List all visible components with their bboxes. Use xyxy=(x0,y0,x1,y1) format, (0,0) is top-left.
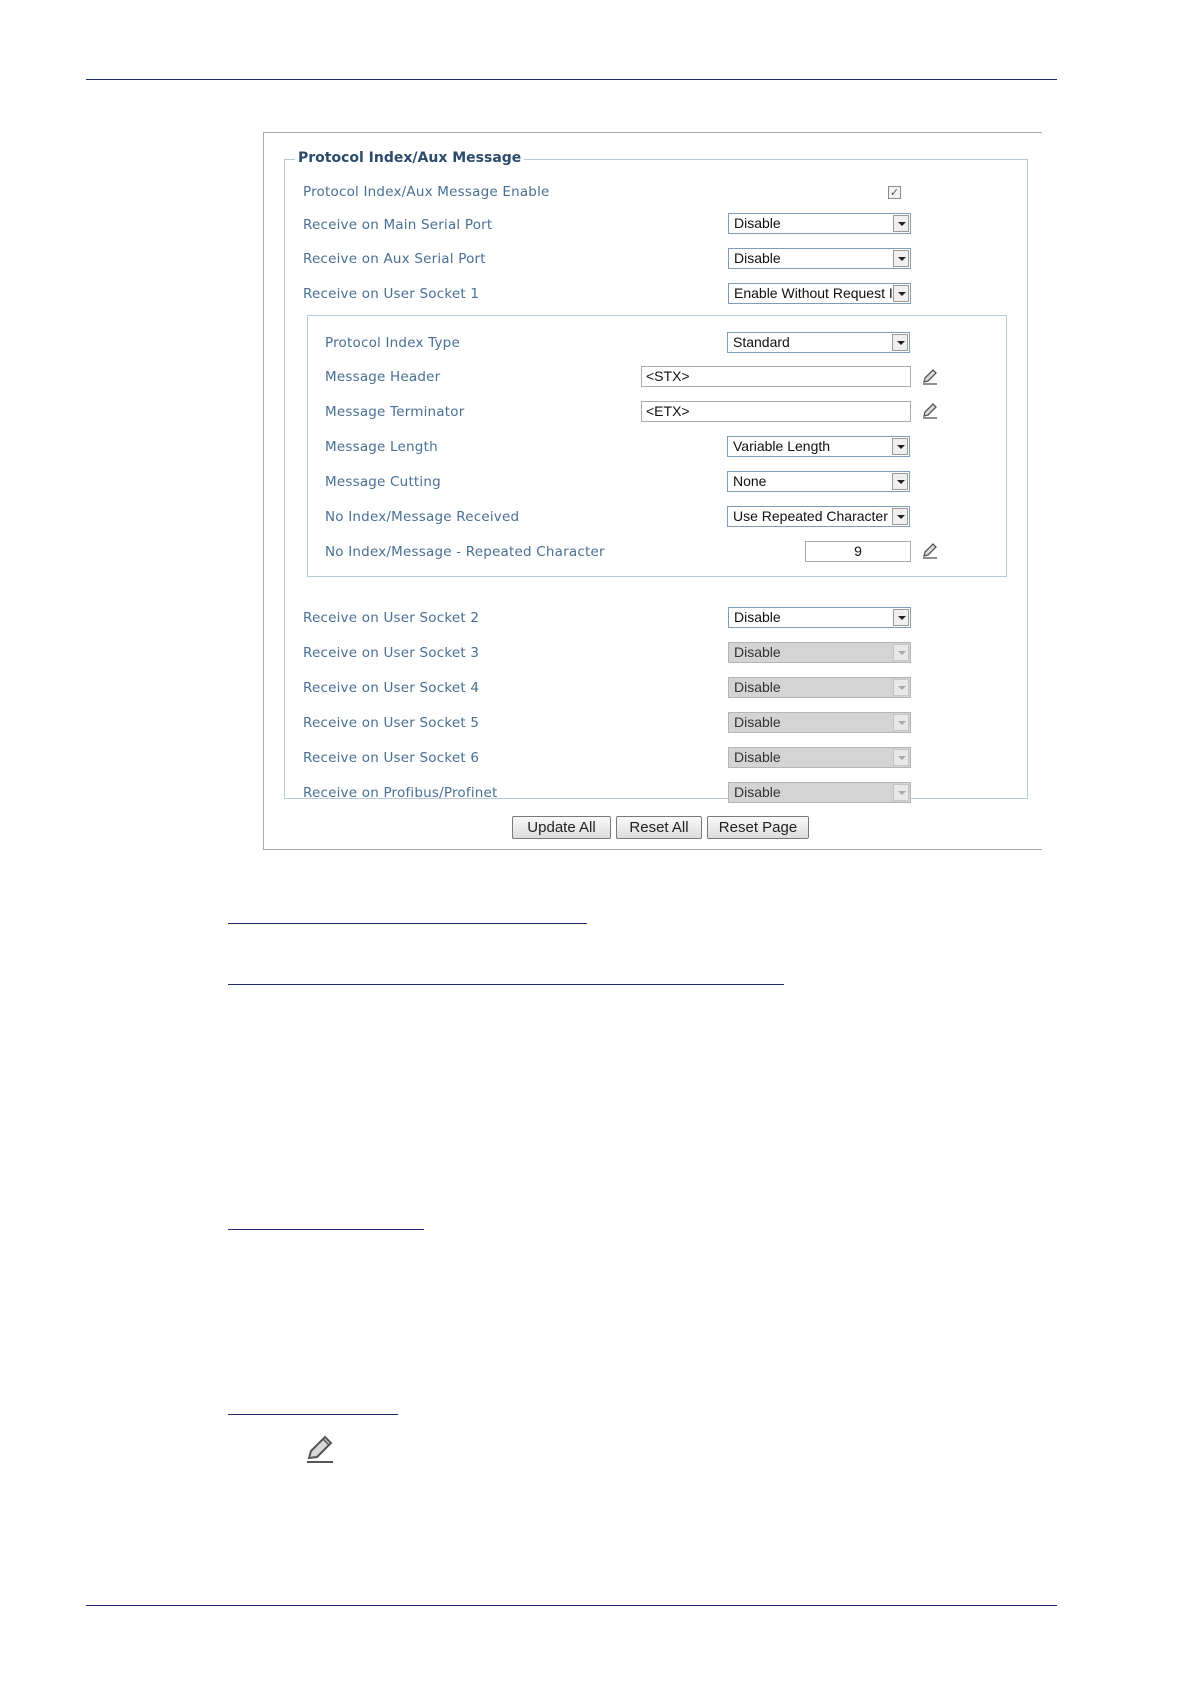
repeated-label: No Index/Message - Repeated Character xyxy=(325,544,605,560)
no-index-label: No Index/Message Received xyxy=(325,509,520,525)
link-underline[interactable] xyxy=(228,923,587,924)
profibus-select xyxy=(728,782,911,803)
aux-serial-value: Disable xyxy=(734,250,781,266)
socket6-value: Disable xyxy=(734,749,781,765)
header-rule xyxy=(86,79,1057,80)
header-label: Message Header xyxy=(325,369,441,385)
socket4-select xyxy=(728,677,911,698)
aux-serial-label: Receive on Aux Serial Port xyxy=(303,251,486,267)
chevron-down-icon[interactable] xyxy=(892,508,908,525)
socket2-label: Receive on User Socket 2 xyxy=(303,610,480,626)
link-underline[interactable] xyxy=(228,984,784,985)
socket1-value: Enable Without Request I xyxy=(734,285,893,301)
index-type-label: Protocol Index Type xyxy=(325,335,460,351)
aux-serial-select[interactable] xyxy=(728,248,911,269)
cutting-value: None xyxy=(733,473,767,489)
edit-pencil-icon[interactable] xyxy=(921,541,939,559)
socket6-select xyxy=(728,747,911,768)
socket3-label: Receive on User Socket 3 xyxy=(303,645,480,661)
socket5-select xyxy=(728,712,911,733)
chevron-down-icon[interactable] xyxy=(893,215,909,232)
length-value: Variable Length xyxy=(733,438,831,454)
socket3-value: Disable xyxy=(734,644,781,660)
socket4-label: Receive on User Socket 4 xyxy=(303,680,480,696)
chevron-down-icon[interactable] xyxy=(893,250,909,267)
enable-checkbox[interactable]: ✓ xyxy=(889,186,900,199)
reset-page-button[interactable]: Reset Page xyxy=(707,816,809,839)
no-index-select[interactable] xyxy=(727,506,910,527)
chevron-down-icon xyxy=(893,749,909,766)
socket1-select[interactable] xyxy=(728,283,911,304)
profibus-value: Disable xyxy=(734,784,781,800)
chevron-down-icon[interactable] xyxy=(892,334,908,351)
update-all-button[interactable]: Update All xyxy=(512,816,611,839)
link-underline[interactable] xyxy=(228,1229,424,1230)
socket5-label: Receive on User Socket 5 xyxy=(303,715,480,731)
terminator-label: Message Terminator xyxy=(325,404,465,420)
no-index-value: Use Repeated Character xyxy=(733,508,888,524)
socket3-select xyxy=(728,642,911,663)
fieldset-legend: Protocol Index/Aux Message xyxy=(295,150,524,166)
reset-all-button[interactable]: Reset All xyxy=(616,816,702,839)
socket4-value: Disable xyxy=(734,679,781,695)
header-input[interactable]: <STX> xyxy=(641,366,911,387)
index-type-value: Standard xyxy=(733,334,790,350)
main-serial-select[interactable] xyxy=(728,213,911,234)
main-serial-value: Disable xyxy=(734,215,781,231)
terminator-input[interactable]: <ETX> xyxy=(641,401,911,422)
socket1-settings-group xyxy=(307,315,1007,577)
footer-rule xyxy=(86,1605,1057,1606)
chevron-down-icon[interactable] xyxy=(892,438,908,455)
chevron-down-icon[interactable] xyxy=(893,285,909,302)
socket2-select[interactable] xyxy=(728,607,911,628)
index-type-select[interactable] xyxy=(727,332,910,353)
protocol-index-fieldset xyxy=(284,150,1028,801)
link-underline[interactable] xyxy=(228,1414,398,1415)
chevron-down-icon xyxy=(893,679,909,696)
enable-label: Protocol Index/Aux Message Enable xyxy=(303,184,550,200)
chevron-down-icon[interactable] xyxy=(892,473,908,490)
profibus-label: Receive on Profibus/Profinet xyxy=(303,785,498,801)
edit-pencil-icon[interactable] xyxy=(921,367,939,385)
repeated-char-input[interactable]: 9 xyxy=(805,541,911,562)
settings-screenshot xyxy=(263,132,1042,850)
socket2-value: Disable xyxy=(734,609,781,625)
edit-pencil-icon xyxy=(304,1432,336,1464)
main-serial-label: Receive on Main Serial Port xyxy=(303,217,493,233)
cutting-label: Message Cutting xyxy=(325,474,441,490)
edit-pencil-icon[interactable] xyxy=(921,401,939,419)
chevron-down-icon xyxy=(893,714,909,731)
length-select[interactable] xyxy=(727,436,910,457)
length-label: Message Length xyxy=(325,439,438,455)
chevron-down-icon xyxy=(893,784,909,801)
socket5-value: Disable xyxy=(734,714,781,730)
socket6-label: Receive on User Socket 6 xyxy=(303,750,480,766)
chevron-down-icon[interactable] xyxy=(893,609,909,626)
chevron-down-icon xyxy=(893,644,909,661)
cutting-select[interactable] xyxy=(727,471,910,492)
socket1-label: Receive on User Socket 1 xyxy=(303,286,480,302)
